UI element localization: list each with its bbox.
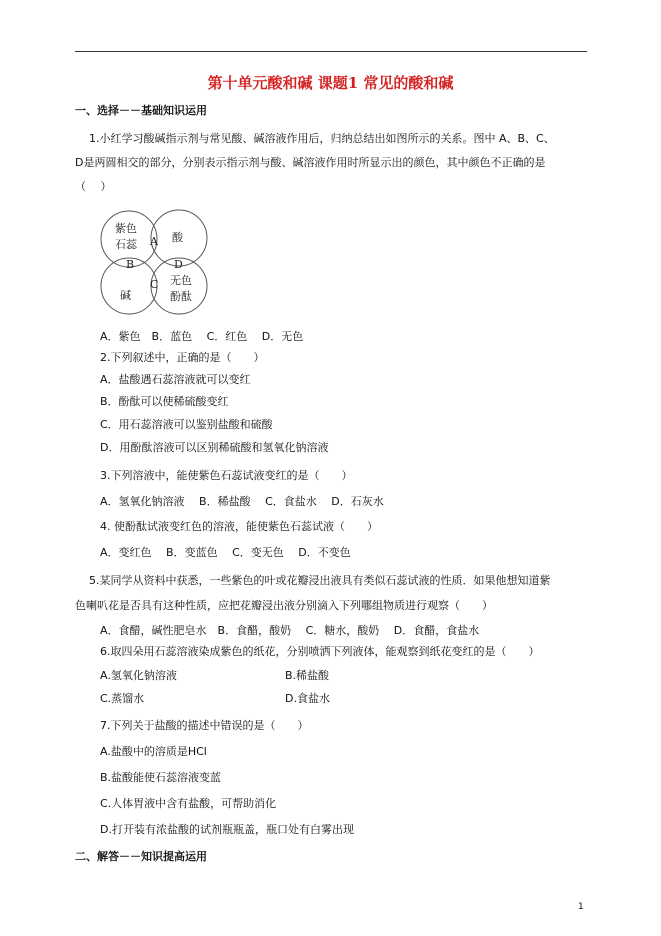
venn-region-a: A — [150, 235, 158, 248]
header-rule — [75, 51, 587, 52]
section-heading-1: 一、选择－－基础知识运用 — [75, 104, 207, 117]
q2-stem: 2.下列叙述中，正确的是（ ） — [100, 351, 265, 364]
page-number: 1 — [578, 902, 584, 912]
q6-option-b: B.稀盐酸 — [285, 669, 330, 682]
q5-line-1: 5.某同学从资料中获悉，一些紫色的叶或花瓣浸出液具有类似石蕊试液的性质．如果他想知道紫 — [89, 574, 551, 587]
venn-region-d: D — [174, 258, 183, 271]
venn-phen-label-2: 酚酞 — [170, 290, 192, 303]
q1-line-2: D是两圆相交的部分，分别表示指示剂与酸、碱溶液作用时所显示出的颜色，其中颜色不正确的是 — [75, 156, 546, 169]
q1-options: A．紫色 B．蓝色 C．红色 D．无色 — [100, 330, 304, 343]
q6-option-c: C.蒸馏水 — [100, 692, 145, 705]
q7-option-b: B.盐酸能使石蕊溶液变蓝 — [100, 771, 222, 784]
q4-stem: 4. 使酚酞试液变红色的溶液，能使紫色石蕊试液（ ） — [100, 520, 378, 533]
q2-option-a: A．盐酸遇石蕊溶液就可以变红 — [100, 373, 251, 386]
venn-phen-label-1: 无色 — [170, 274, 192, 287]
q6-stem: 6.取四朵用石蕊溶液染成紫色的纸花，分别喷洒下列液体，能观察到纸花变红的是（ ） — [100, 645, 540, 658]
q3-stem: 3.下列溶液中，能使紫色石蕊试液变红的是（ ） — [100, 469, 353, 482]
q2-option-b: B．酚酞可以使稀硫酸变红 — [100, 395, 229, 408]
venn-diagram — [99, 208, 211, 318]
q6-option-d: D.食盐水 — [285, 692, 330, 705]
venn-acid-label: 酸 — [172, 231, 183, 244]
q6-option-a: A.氢氧化钠溶液 — [100, 669, 177, 682]
q5-line-2: 色喇叭花是否具有这种性质，应把花瓣浸出液分别滴入下列哪组物质进行观察（ ） — [75, 599, 493, 612]
section-heading-2: 二、解答－－知识提高运用 — [75, 850, 207, 863]
venn-litmus-label-2: 石蕊 — [115, 238, 137, 251]
venn-base-label: 碱 — [120, 289, 131, 302]
q7-stem: 7.下列关于盐酸的描述中错误的是（ ） — [100, 719, 309, 732]
q2-option-d: D．用酚酞溶液可以区别稀硫酸和氢氧化钠溶液 — [100, 441, 329, 454]
q3-options: A．氢氧化钠溶液 B．稀盐酸 C．食盐水 D．石灰水 — [100, 495, 384, 508]
q1-line-3: （ ） — [75, 180, 112, 193]
venn-region-b: B — [126, 258, 135, 271]
q7-option-c: C.人体胃液中含有盐酸，可帮助消化 — [100, 797, 277, 810]
q5-options: A．食醋，碱性肥皂水 B．食醋，酸奶 C．糖水，酸奶 D．食醋，食盐水 — [100, 624, 480, 637]
venn-region-c: C — [150, 278, 159, 291]
q4-options: A．变红色 B．变蓝色 C．变无色 D．不变色 — [100, 546, 351, 559]
q7-option-d: D.打开装有浓盐酸的试剂瓶瓶盖，瓶口处有白雾出现 — [100, 823, 354, 836]
q7-option-a: A.盐酸中的溶质是HCl — [100, 745, 207, 758]
q1-line-1: 1.小红学习酸碱指示剂与常见酸、碱溶液作用后，归纳总结出如图所示的关系。图中 A、B、C、 — [89, 132, 555, 145]
q2-option-c: C．用石蕊溶液可以鉴别盐酸和硫酸 — [100, 418, 273, 431]
venn-litmus-label-1: 紫色 — [115, 222, 137, 235]
page-title: 第十单元酸和碱 课题1 常见的酸和碱 — [207, 74, 454, 92]
